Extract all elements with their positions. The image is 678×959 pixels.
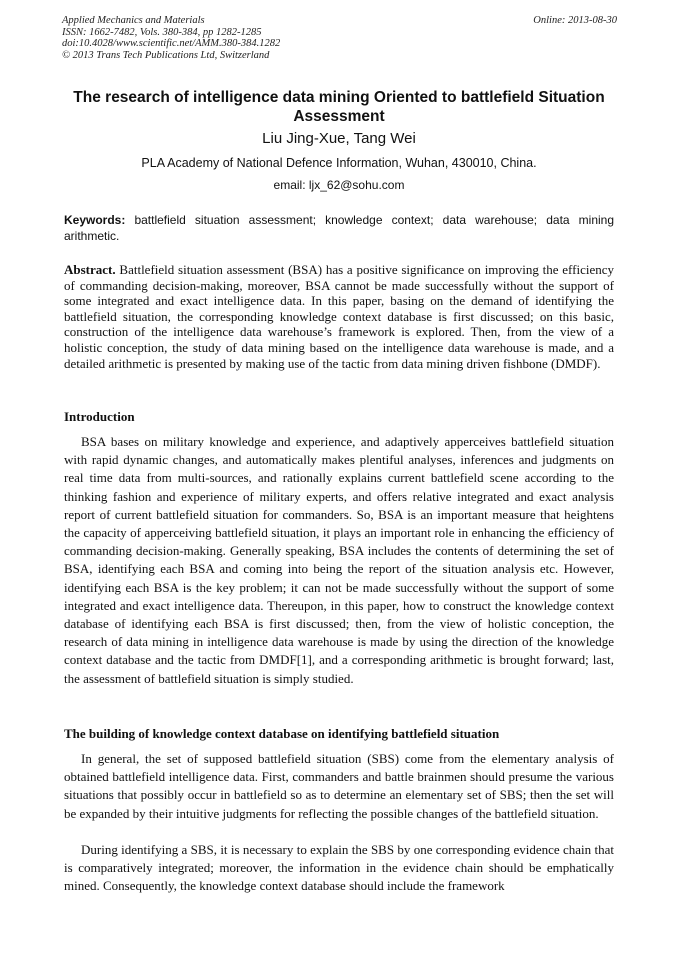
abstract-label: Abstract. (64, 262, 116, 277)
building-paragraph-1: In general, the set of supposed battlefield situation (SBS) come from the elementary analysis of obtained battlefield intelligence data. First, commanders and battle brainmen should presume the various situations that possibly occur in battlefield so as to determine an elementary set of SBS; then the set will be expanded by their intuitive judgments for reflecting the possible changes of the battlefield situation. (64, 751, 614, 821)
introduction-paragraph: BSA bases on military knowledge and experience, and adaptively apperceives battlefield situation with rapid dynamic changes, and automatically makes plentiful analyses, inferences and judgments on real time data from multi-sources, and rationally explains current battlefield scene according to the thinking fashion and experience of military experts, and offers relative integrated and exact analysis report of current battlefield situation for commanders. So, BSA is an important measure that heightens the capacity of apperceiving battlefield situation, it plays an important role in enhancing the efficiency of commanding decision-making. Generally speaking, BSA includes the contents of determining the set of BSA, identifying each BSA and coming into being the report of the situation analysis etc. However, identifying each BSA is the key problem; it can not be made successfully without the support of some integrated and exact intelligence data. Thereupon, in this paper, how to construct the knowledge context database of identifying each BSA is first discussed; then, from the view of holistic conception, the research of data mining in intelligence data warehouse is made by using the direction of the knowledge context database and the tactic from DMDF[1], and a corresponding arithmetic is brought forward; last, the assessment of battlefield situation is simply studied. (64, 434, 614, 686)
journal-header (62, 15, 617, 61)
issn-line: ISSN: 1662-7482, Vols. 380-384, pp 1282-1285 (62, 26, 262, 38)
building-paragraph-2: During identifying a SBS, it is necessary to explain the SBS by one corresponding evidence chain that is comparatively integrated; moreover, the information in the evidence chain should be emphatically mined. Consequently, the knowledge context database should include the framework (64, 842, 614, 894)
section-heading-building: The building of knowledge context database on identifying battlefield situation (64, 726, 500, 741)
abstract-text: Battlefield situation assessment (BSA) has a positive significance on improving the efficiency of commanding decision-making, moreover, BSA cannot be made successfully without the support of some integrated and exact intelligence data. In this paper, basing on the demand of identifying the battlefield situation, the corresponding knowledge context database is first discussed; on this basic, construction of the intelligence data warehouse’s framework is explored. Then, from the view of a holistic conception, the study of data mining based on the intelligence data warehouse is made, and a detailed arithmetic is presented by making use of the tactic from data mining driven fishbone (DMDF). (64, 262, 614, 371)
copyright-line: © 2013 Trans Tech Publications Ltd, Switzerland (62, 49, 270, 61)
keywords (64, 212, 614, 244)
paper-authors: Liu Jing-Xue, Tang Wei (262, 130, 416, 147)
journal-name: Applied Mechanics and Materials (62, 15, 205, 26)
paper-title: The research of intelligence data mining Oriented to battlefield Situation Assessment (73, 89, 605, 125)
section-heading-introduction: Introduction (64, 409, 135, 424)
keywords-text: battlefield situation assessment; knowledge context; data warehouse; data mining arithmetic. (64, 213, 615, 243)
online-date: Online: 2013-08-30 (533, 15, 617, 26)
author-affiliation: PLA Academy of National Defence Information, Wuhan, 430010, China. (141, 156, 537, 170)
author-email[interactable]: email: ljx_62@sohu.com (273, 178, 405, 192)
keywords-label: Keywords: (64, 213, 126, 227)
doi-line[interactable]: doi:10.4028/www.scientific.net/AMM.380-384.1282 (62, 38, 281, 49)
abstract (64, 262, 614, 371)
